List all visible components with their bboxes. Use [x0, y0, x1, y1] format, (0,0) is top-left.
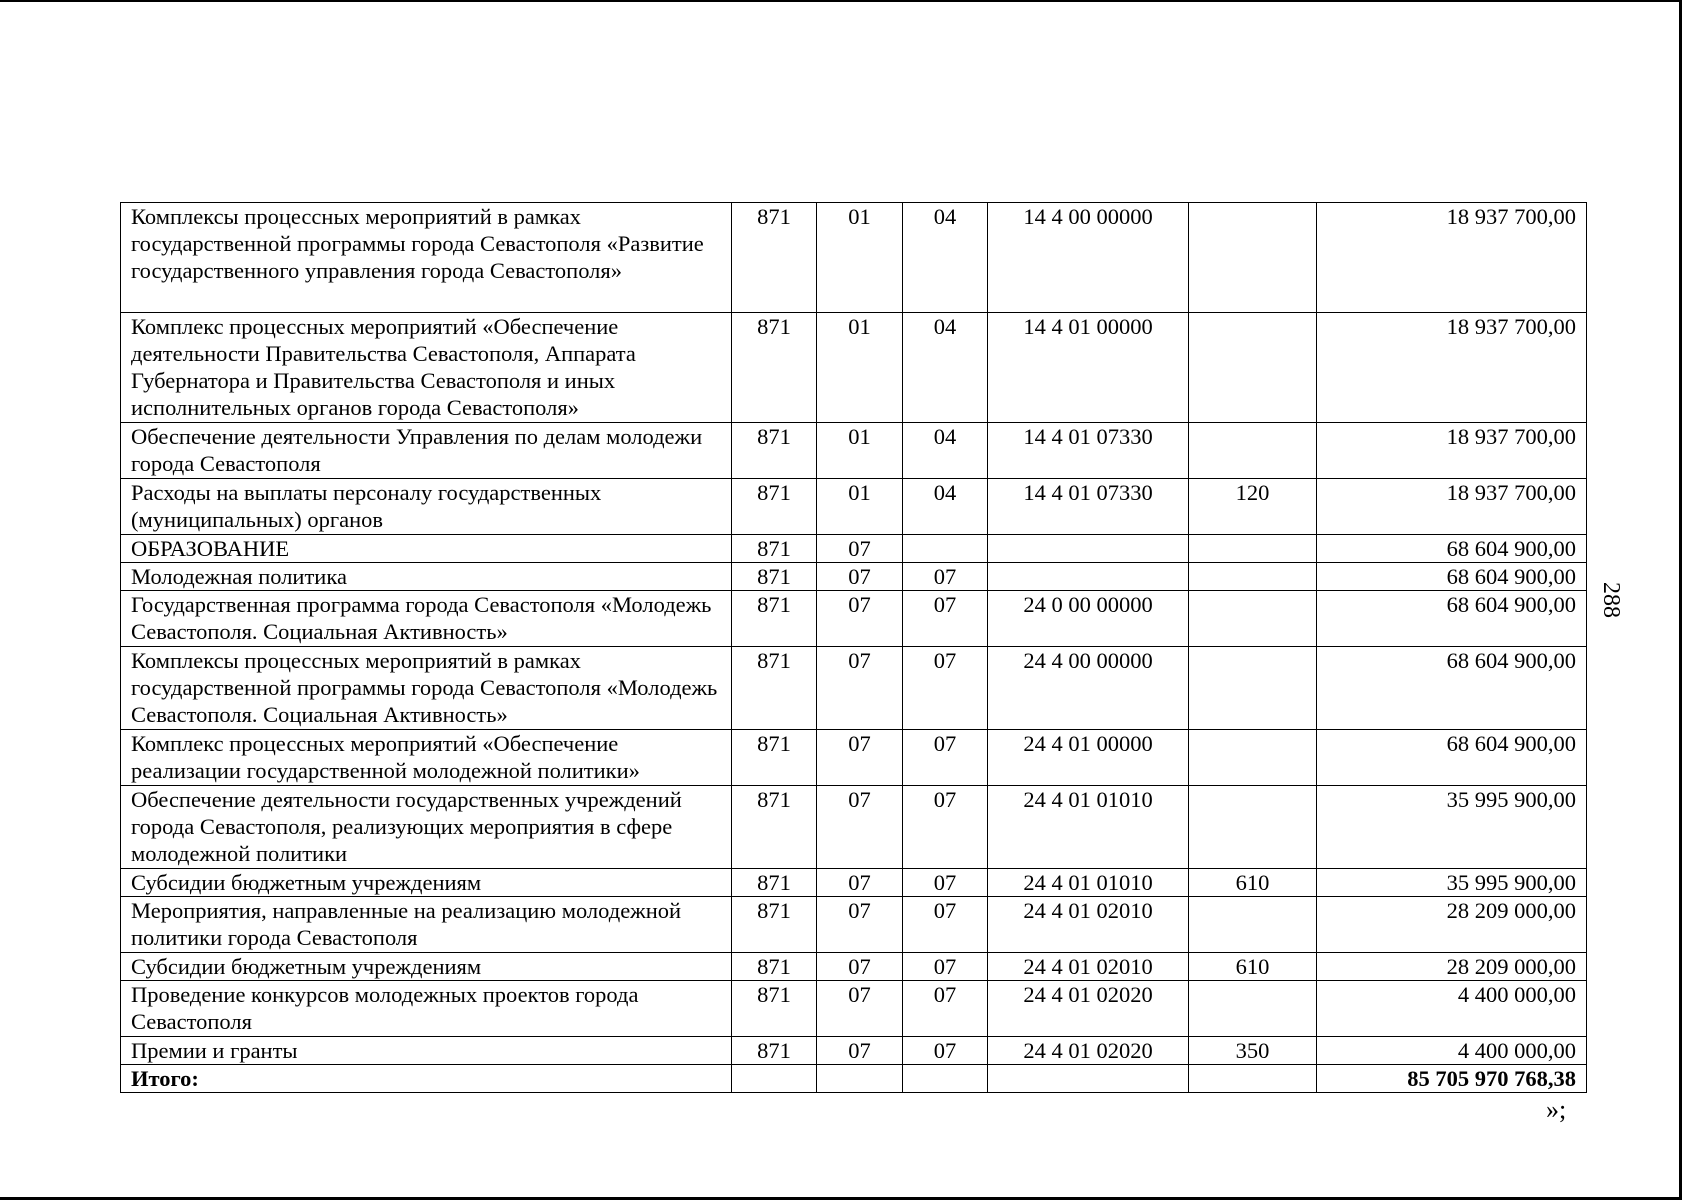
row-pr: 07 — [903, 897, 988, 953]
table-row — [121, 313, 1587, 423]
row-csr: 14 4 00 00000 — [988, 203, 1189, 313]
row-sum: 35 995 900,00 — [1317, 786, 1587, 869]
row-vr — [1189, 730, 1317, 786]
table-row — [121, 591, 1587, 647]
row-csr: 24 4 01 02010 — [988, 953, 1189, 981]
table-row — [121, 897, 1587, 953]
row-name: Государственная программа города Севастополя «Молодежь Севастополя. Социальная Активность» — [121, 591, 732, 647]
row-csr: 24 4 01 01010 — [988, 786, 1189, 869]
row-vr — [1189, 897, 1317, 953]
row-sum: 28 209 000,00 — [1317, 897, 1587, 953]
closing-quote-mark: »; — [1546, 1095, 1567, 1124]
row-csr: 24 4 01 00000 — [988, 730, 1189, 786]
row-vr — [1189, 203, 1317, 313]
row-csr: 14 4 01 07330 — [988, 423, 1189, 479]
row-vr — [1189, 786, 1317, 869]
row-rz: 07 — [817, 953, 903, 981]
table-row — [121, 1037, 1587, 1065]
row-name: Расходы на выплаты персоналу государственных (муниципальных) органов — [121, 479, 732, 535]
budget-table — [120, 202, 1587, 1093]
row-sum: 35 995 900,00 — [1317, 869, 1587, 897]
row-vr — [1189, 313, 1317, 423]
row-csr: 14 4 01 00000 — [988, 313, 1189, 423]
row-vr — [1189, 981, 1317, 1037]
row-pr: 07 — [903, 786, 988, 869]
row-csr — [988, 563, 1189, 591]
row-pr: 07 — [903, 730, 988, 786]
row-rz: 07 — [817, 897, 903, 953]
row-sum: 68 604 900,00 — [1317, 535, 1587, 563]
total-row — [121, 1065, 1587, 1093]
row-rz: 07 — [817, 535, 903, 563]
row-sum: 18 937 700,00 — [1317, 313, 1587, 423]
row-csr: 24 4 01 02020 — [988, 981, 1189, 1037]
total-pr — [903, 1065, 988, 1093]
row-name: Субсидии бюджетным учреждениям — [121, 869, 732, 897]
total-vr — [1189, 1065, 1317, 1093]
row-pr: 04 — [903, 313, 988, 423]
row-rz: 01 — [817, 479, 903, 535]
row-grbs: 871 — [732, 647, 817, 730]
row-vr — [1189, 563, 1317, 591]
row-rz: 07 — [817, 563, 903, 591]
row-csr: 14 4 01 07330 — [988, 479, 1189, 535]
row-rz: 07 — [817, 1037, 903, 1065]
row-name: Комплексы процессных мероприятий в рамках государственной программы города Севастополя «Развитие государственного управления города Севастополя» — [121, 203, 732, 313]
row-name: ОБРАЗОВАНИЕ — [121, 535, 732, 563]
row-sum: 28 209 000,00 — [1317, 953, 1587, 981]
row-vr: 120 — [1189, 479, 1317, 535]
row-grbs: 871 — [732, 479, 817, 535]
row-name: Комплекс процессных мероприятий «Обеспечение реализации государственной молодежной политики» — [121, 730, 732, 786]
total-sum: 85 705 970 768,38 — [1317, 1065, 1587, 1093]
table-row — [121, 953, 1587, 981]
row-rz: 01 — [817, 313, 903, 423]
row-rz: 07 — [817, 869, 903, 897]
row-name: Обеспечение деятельности государственных учреждений города Севастополя, реализующих мероприятия в сфере молодежной политики — [121, 786, 732, 869]
row-grbs: 871 — [732, 563, 817, 591]
row-csr: 24 4 01 01010 — [988, 869, 1189, 897]
row-pr: 04 — [903, 479, 988, 535]
row-sum: 4 400 000,00 — [1317, 1037, 1587, 1065]
row-grbs: 871 — [732, 981, 817, 1037]
row-csr: 24 4 01 02020 — [988, 1037, 1189, 1065]
table-row — [121, 786, 1587, 869]
row-vr — [1189, 591, 1317, 647]
table-row — [121, 423, 1587, 479]
row-vr — [1189, 647, 1317, 730]
row-sum: 68 604 900,00 — [1317, 563, 1587, 591]
row-pr: 07 — [903, 869, 988, 897]
row-name: Комплекс процессных мероприятий «Обеспечение деятельности Правительства Севастополя, Аппарата Губернатора и Правительства Севастополя и иных исполнительных органов города Севастополя» — [121, 313, 732, 423]
row-vr — [1189, 535, 1317, 563]
row-rz: 07 — [817, 647, 903, 730]
total-csr — [988, 1065, 1189, 1093]
row-pr: 07 — [903, 981, 988, 1037]
row-name: Премии и гранты — [121, 1037, 732, 1065]
row-vr: 350 — [1189, 1037, 1317, 1065]
table-row — [121, 647, 1587, 730]
row-name: Мероприятия, направленные на реализацию молодежной политики города Севастополя — [121, 897, 732, 953]
row-pr — [903, 535, 988, 563]
table-row — [121, 869, 1587, 897]
row-pr: 07 — [903, 953, 988, 981]
row-rz: 07 — [817, 981, 903, 1037]
page-number: 288 — [1598, 582, 1624, 618]
row-pr: 04 — [903, 423, 988, 479]
row-rz: 07 — [817, 786, 903, 869]
row-rz: 07 — [817, 591, 903, 647]
total-label: Итого: — [121, 1065, 732, 1093]
row-csr: 24 4 00 00000 — [988, 647, 1189, 730]
row-sum: 4 400 000,00 — [1317, 981, 1587, 1037]
table-row — [121, 535, 1587, 563]
row-rz: 01 — [817, 423, 903, 479]
row-grbs: 871 — [732, 423, 817, 479]
row-sum: 68 604 900,00 — [1317, 730, 1587, 786]
row-name: Обеспечение деятельности Управления по делам молодежи города Севастополя — [121, 423, 732, 479]
row-grbs: 871 — [732, 730, 817, 786]
row-vr — [1189, 423, 1317, 479]
row-grbs: 871 — [732, 203, 817, 313]
row-sum: 68 604 900,00 — [1317, 591, 1587, 647]
row-grbs: 871 — [732, 591, 817, 647]
table-row — [121, 730, 1587, 786]
row-grbs: 871 — [732, 897, 817, 953]
row-grbs: 871 — [732, 869, 817, 897]
row-name: Субсидии бюджетным учреждениям — [121, 953, 732, 981]
table-row — [121, 563, 1587, 591]
table-row — [121, 479, 1587, 535]
row-name: Проведение конкурсов молодежных проектов города Севастополя — [121, 981, 732, 1037]
row-sum: 18 937 700,00 — [1317, 479, 1587, 535]
table-row — [121, 981, 1587, 1037]
row-pr: 07 — [903, 1037, 988, 1065]
total-grbs — [732, 1065, 817, 1093]
row-vr: 610 — [1189, 869, 1317, 897]
row-pr: 07 — [903, 591, 988, 647]
row-name: Комплексы процессных мероприятий в рамках государственной программы города Севастополя «Молодежь Севастополя. Социальная Активность» — [121, 647, 732, 730]
row-pr: 07 — [903, 647, 988, 730]
row-name: Молодежная политика — [121, 563, 732, 591]
row-csr: 24 4 01 02010 — [988, 897, 1189, 953]
row-vr: 610 — [1189, 953, 1317, 981]
row-grbs: 871 — [732, 953, 817, 981]
row-csr — [988, 535, 1189, 563]
row-sum: 18 937 700,00 — [1317, 203, 1587, 313]
row-pr: 07 — [903, 563, 988, 591]
row-grbs: 871 — [732, 313, 817, 423]
row-sum: 18 937 700,00 — [1317, 423, 1587, 479]
row-pr: 04 — [903, 203, 988, 313]
row-grbs: 871 — [732, 1037, 817, 1065]
row-rz: 07 — [817, 730, 903, 786]
row-sum: 68 604 900,00 — [1317, 647, 1587, 730]
row-grbs: 871 — [732, 535, 817, 563]
row-grbs: 871 — [732, 786, 817, 869]
total-rz — [817, 1065, 903, 1093]
row-csr: 24 0 00 00000 — [988, 591, 1189, 647]
table-row — [121, 203, 1587, 313]
row-rz: 01 — [817, 203, 903, 313]
